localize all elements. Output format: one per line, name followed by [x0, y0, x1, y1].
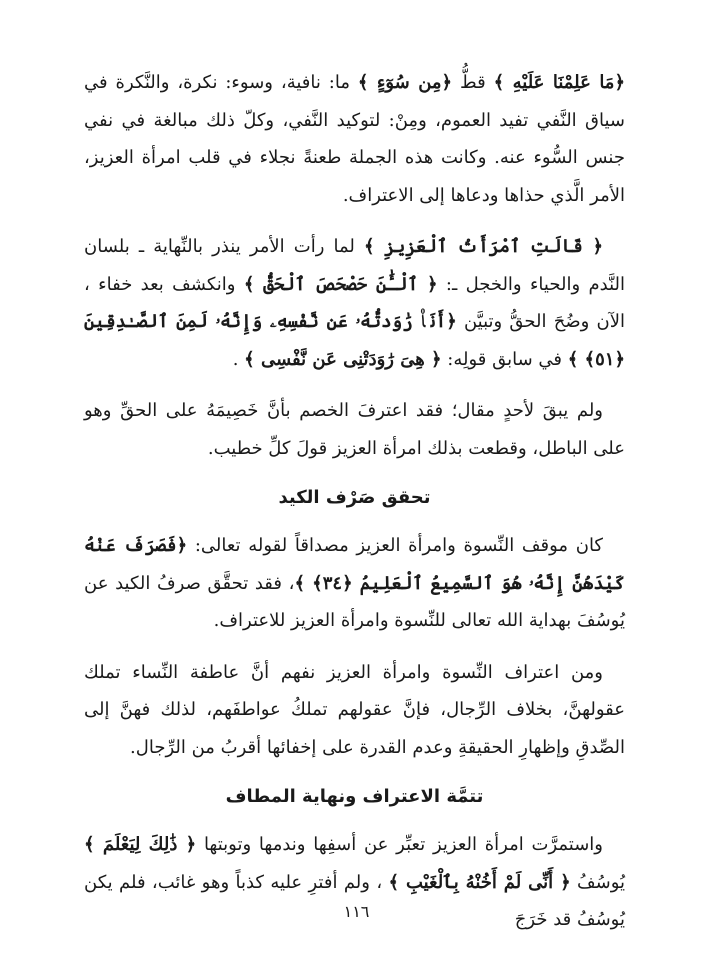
- quran-quote: ﴿فَصَرَفَ عَنْهُ كَيْدَهُنَّ إِنَّهُۥ هُوَ ٱلسَّمِيعُ ٱلْعَلِيمُ ﴿٣٤﴾ ﴾: [84, 535, 625, 594]
- quran-quote: ﴿أَنَا۠ رَٰوَدتُّهُۥ عَن نَّفْسِهِۦ وَإِنَّهُۥ لَمِنَ ٱلصَّـٰدِقِينَ ﴿٥١﴾ ﴾: [84, 311, 625, 370]
- quran-quote: ﴿ ٱلْـَٰٔنَ حَصْحَصَ ٱلْحَقُّ ﴾: [243, 273, 438, 295]
- text-segment: في سابق قولِه:: [441, 348, 568, 370]
- section-heading-2: تتمَّة الاعتراف ونهاية المطاف: [225, 786, 484, 807]
- text-segment: وانكشف بعد خفاء ، الآن وضُحَ الحقُّ وتبيَّن: [84, 273, 625, 332]
- paragraph-5: [84, 654, 625, 767]
- paragraph-4: [84, 527, 625, 640]
- text-segment: واستمرَّت امرأة العزيز تعبِّر عن أسفِها وندمها وتوبتها: [196, 834, 603, 855]
- text-segment: .: [232, 348, 245, 370]
- text-segment: لما رأت الأمر ينذر بالنِّهاية ـ بلسان النَّدم والحياء والخجل ـ:: [84, 236, 625, 295]
- paragraph-6: [84, 826, 625, 939]
- quran-quote: ﴿ قَالَتِ ٱمْرَأَتُ ٱلْعَزِيزِ ﴾: [364, 236, 603, 257]
- quran-quote: ﴿ هِىَ رَٰوَدَتْنِى عَن نَّفْسِى ﴾: [244, 348, 442, 370]
- text-segment: قطُّ: [452, 72, 494, 93]
- quran-quote: ﴿ أَنِّى لَمْ أَخُنْهُ بِٱلْغَيْبِ ﴾: [388, 871, 571, 893]
- section-heading-1: تحقق صَرْف الكيد: [278, 487, 431, 508]
- paragraph-1: [84, 64, 625, 214]
- quran-quote: ﴿مِن سُوٓءٍ ﴾: [357, 72, 453, 93]
- text-segment: يُوسُفُ: [570, 871, 626, 893]
- paragraph-3: [84, 392, 625, 467]
- paragraph-2: [84, 228, 625, 378]
- quran-quote: ﴿ ذَٰلِكَ لِيَعْلَمَ ﴾: [84, 834, 197, 855]
- text-segment: ، ولم أفترِ عليه كذباً وهو غائب، فلم يكن يُوسُفُ قد خَرَجَ: [84, 871, 625, 930]
- text-segment: كان موقف النِّسوة وامرأة العزيز مصداقاً لقوله تعالى:: [187, 535, 603, 556]
- text-segment: ومن اعتراف النِّسوة وامرأة العزيز نفهم أنَّ عاطفة النِّساء تملك عقولهنَّ، بخلاف الرِّجال، فإنَّ عقولهم تملكُ عواطفَهم، لذلك فهنَّ إلى الصِّدقِ وإظهارِ الحقيقةِ وعدم القدرة على إخفائها أقربُ من الرِّجال.: [84, 661, 625, 758]
- page-body: [84, 64, 625, 953]
- quran-quote: ﴿مَا عَلِمْنَا عَلَيْهِ ﴾: [493, 72, 625, 93]
- text-segment: ، فقد تحقَّق صرفُ الكيد عن يُوسُفَ بهداية الله تعالى للنِّسوة وامرأة العزيز للاعتراف.: [84, 572, 625, 631]
- text-segment: ما: نافية، وسوء: نكرة، والنَّكرة في سياق النَّفي تفيد العموم، ومِنْ: لتوكيد النَّفي، وكلّ ذلك مبالغة في نفي جنس السُّوء عنه. وكانت هذه الجملة طعنةً نجلاء في قلب امرأة العزيز، الأمر الَّذي حذاها ودعاها إلى الاعتراف.: [84, 72, 625, 206]
- text-segment: ولم يبقَ لأحدٍ مقال؛ فقد اعترفَ الخصم بأنَّ خَصِيمَهُ على الحقِّ وهو على الباطل، وقطعت بذلك امرأة العزيز قولَ كلِّ خطيب.: [84, 400, 625, 459]
- page-number: ١١٦: [343, 902, 370, 921]
